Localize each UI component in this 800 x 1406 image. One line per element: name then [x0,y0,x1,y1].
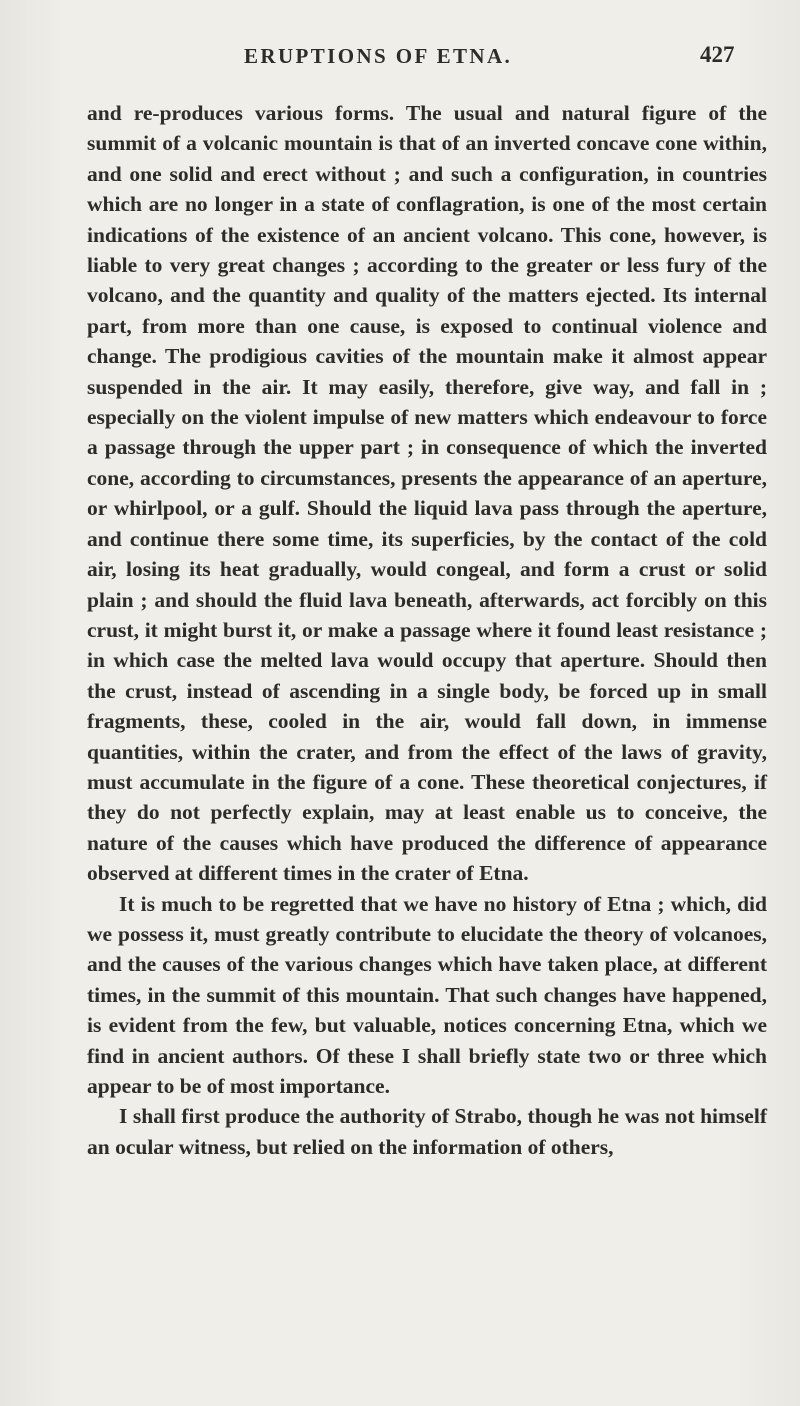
paragraph: It is much to be regretted that we have no history of Etna ; which, did we possess it, must greatly contribute to elucidate the theory of volcanoes, and the causes of the various changes which have taken place, at different times, in the summit of this mountain. That such changes have happened, is evident from the few, but valuable, notices concerning Etna, which we find in ancient authors. Of these I shall briefly state two or three which appear to be of most importance. [87,891,767,1098]
body-text [87,98,767,1162]
paragraph: and re-produces various forms. The usual and natural figure of the summit of a volcanic mountain is that of an inverted concave cone within, and one solid and erect without ; and such a configuration, in countries which are no longer in a state of conflagration, is one of the most certain indications of the existence of an ancient volcano. This cone, however, is liable to very great changes ; according to the greater or less fury of the volcano, and the quantity and quality of the matters ejected. Its internal part, from more than one cause, is exposed to continual violence and change. The prodigious cavities of the mountain make it almost appear suspended in the air. It may easily, therefore, give way, and fall in ; especially on the violent impulse of new matters which endeavour to force a passage through the upper part ; in consequence of which the inverted cone, according to circumstances, presents the appearance of an aperture, or whirlpool, or a gulf. Should the liquid lava pass through the aperture, and continue there some time, its superficies, by the contact of the cold air, losing its heat gradually, would congeal, and form a crust or solid plain ; and should the fluid lava beneath, afterwards, act forcibly on this crust, it might burst it, or make a passage where it found least resistance ; in which case the melted lava would occupy that aperture. Should then the crust, instead of ascending in a single body, be forced up in small fragments, these, cooled in the air, would fall down, in immense quantities, within the crater, and from the effect of the laws of gravity, must accumulate in the figure of a cone. These theoretical conjectures, if they do not perfectly explain, may at least enable us to conceive, the nature of the causes which have produced the difference of appearance observed at different times in the crater of Etna. [87,101,767,886]
page-header [0,40,800,74]
paragraph: I shall first produce the authority of Strabo, though he was not himself an ocular witness, but relied on the information of others, [87,1104,767,1159]
running-title: ERUPTIONS OF ETNA. [244,44,513,68]
page-number: 427 [700,42,735,67]
